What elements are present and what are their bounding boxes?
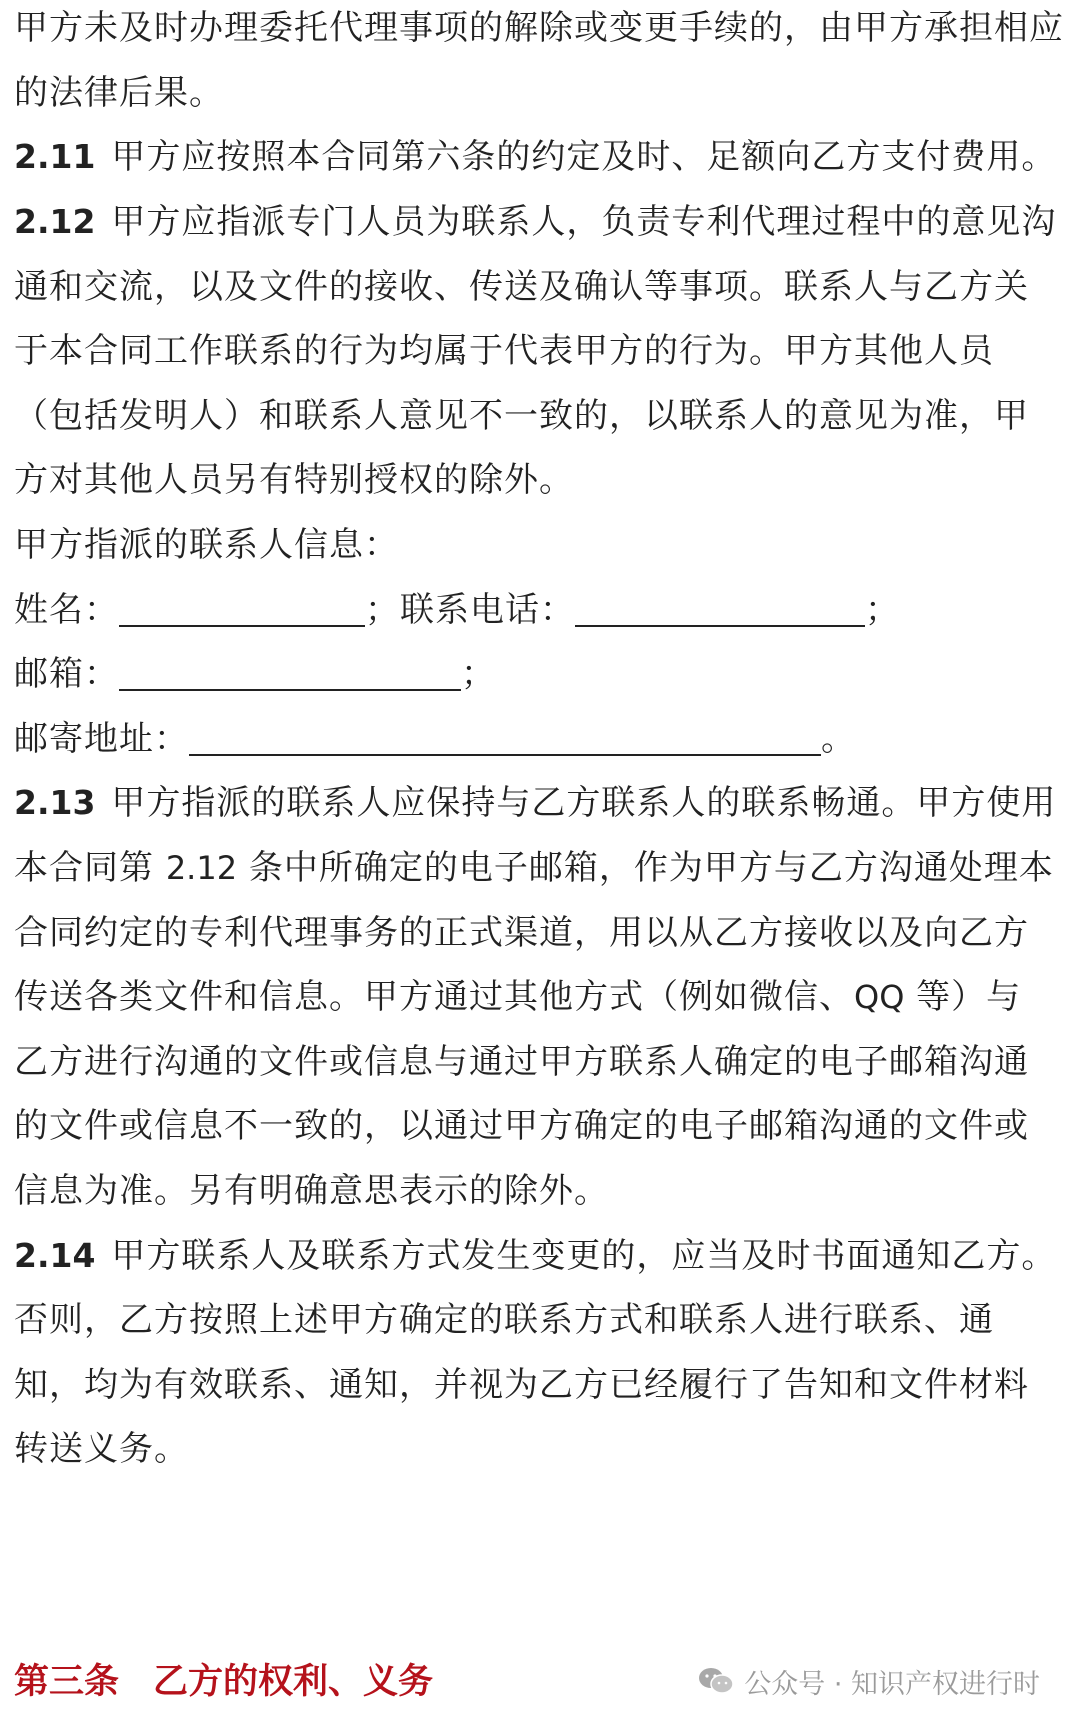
address-label: 邮寄地址： — [14, 719, 189, 759]
text-run: 本合同第 — [14, 848, 166, 888]
paragraph-line: 通和交流，以及文件的接收、传送及确认等事项。联系人与乙方关 — [14, 267, 1029, 307]
paragraph-line: 方对其他人员另有特别授权的除外。 — [14, 460, 574, 500]
paragraph-line — [14, 977, 1021, 1017]
clause-reference: 2.12 — [165, 849, 238, 887]
clause-number: 2.11 — [14, 137, 96, 176]
clause-2-11 — [14, 137, 1056, 177]
section-heading — [14, 1661, 433, 1703]
email-label: 邮箱： — [14, 654, 119, 694]
row-end: 。 — [821, 719, 856, 759]
paragraph-line: 甲方未及时办理委托代理事项的解除或变更手续的，由甲方承担相应 — [14, 8, 1064, 48]
clause-number: 2.13 — [14, 783, 96, 822]
text-run: 等）与 — [904, 977, 1022, 1017]
text-run: 传送各类文件和信息。甲方通过其他方式（例如微信、 — [14, 977, 854, 1017]
text-run: 条中所确定的电子邮箱，作为甲方与乙方沟通处理本 — [237, 848, 1054, 888]
wechat-icon — [698, 1666, 734, 1696]
paragraph-line: （包括发明人）和联系人意见不一致的，以联系人的意见为准，甲 — [14, 396, 1029, 436]
name-blank-field[interactable] — [119, 591, 365, 627]
clause-number: 2.14 — [14, 1236, 96, 1275]
paragraph-line: 乙方进行沟通的文件或信息与通过甲方联系人确定的电子邮箱沟通 — [14, 1042, 1029, 1082]
section-number: 第三条 — [14, 1661, 120, 1702]
row-end: ； — [461, 654, 496, 694]
watermark — [698, 1658, 1040, 1704]
paragraph-line: 的文件或信息不一致的，以通过甲方确定的电子邮箱沟通的文件或 — [14, 1106, 1029, 1146]
clause-2-13 — [14, 783, 1056, 823]
row-end: ； — [865, 590, 900, 630]
contact-name-phone-row — [14, 590, 900, 630]
text-run: QQ — [854, 978, 905, 1016]
paragraph-line: 于本合同工作联系的行为均属于代表甲方的行为。甲方其他人员 — [14, 331, 994, 371]
clause-2-14 — [14, 1236, 1056, 1276]
contact-intro: 甲方指派的联系人信息： — [14, 525, 399, 565]
email-blank-field[interactable] — [119, 655, 461, 691]
clause-text: 甲方联系人及联系方式发生变更的，应当及时书面通知乙方。 — [111, 1236, 1057, 1276]
clause-number: 2.12 — [14, 202, 96, 241]
paragraph-line: 合同约定的专利代理事务的正式渠道，用以从乙方接收以及向乙方 — [14, 913, 1029, 953]
clause-text: 甲方应指派专门人员为联系人，负责专利代理过程中的意见沟 — [111, 202, 1057, 242]
address-blank-field[interactable] — [189, 720, 821, 756]
contact-email-row — [14, 654, 496, 694]
separator: ； — [365, 590, 400, 630]
watermark-text: 公众号 · 知识产权进行时 — [744, 1668, 1040, 1700]
clause-text: 甲方指派的联系人应保持与乙方联系人的联系畅通。甲方使用 — [111, 783, 1057, 823]
paragraph-line: 信息为准。另有明确意思表示的除外。 — [14, 1171, 609, 1211]
clause-2-12 — [14, 202, 1056, 242]
clause-text: 甲方应按照本合同第六条的约定及时、足额向乙方支付费用。 — [111, 137, 1057, 177]
paragraph-line — [14, 848, 1054, 888]
phone-blank-field[interactable] — [575, 591, 865, 627]
section-title: 乙方的权利、义务 — [153, 1661, 434, 1702]
paragraph-line: 转送义务。 — [14, 1429, 189, 1469]
paragraph-line: 的法律后果。 — [14, 73, 224, 113]
paragraph-line: 知，均为有效联系、通知，并视为乙方已经履行了告知和文件材料 — [14, 1365, 1029, 1405]
paragraph-line: 否则，乙方按照上述甲方确定的联系方式和联系人进行联系、通 — [14, 1300, 994, 1340]
name-label: 姓名： — [14, 590, 119, 630]
phone-label: 联系电话： — [400, 590, 575, 630]
contact-address-row — [14, 719, 856, 759]
